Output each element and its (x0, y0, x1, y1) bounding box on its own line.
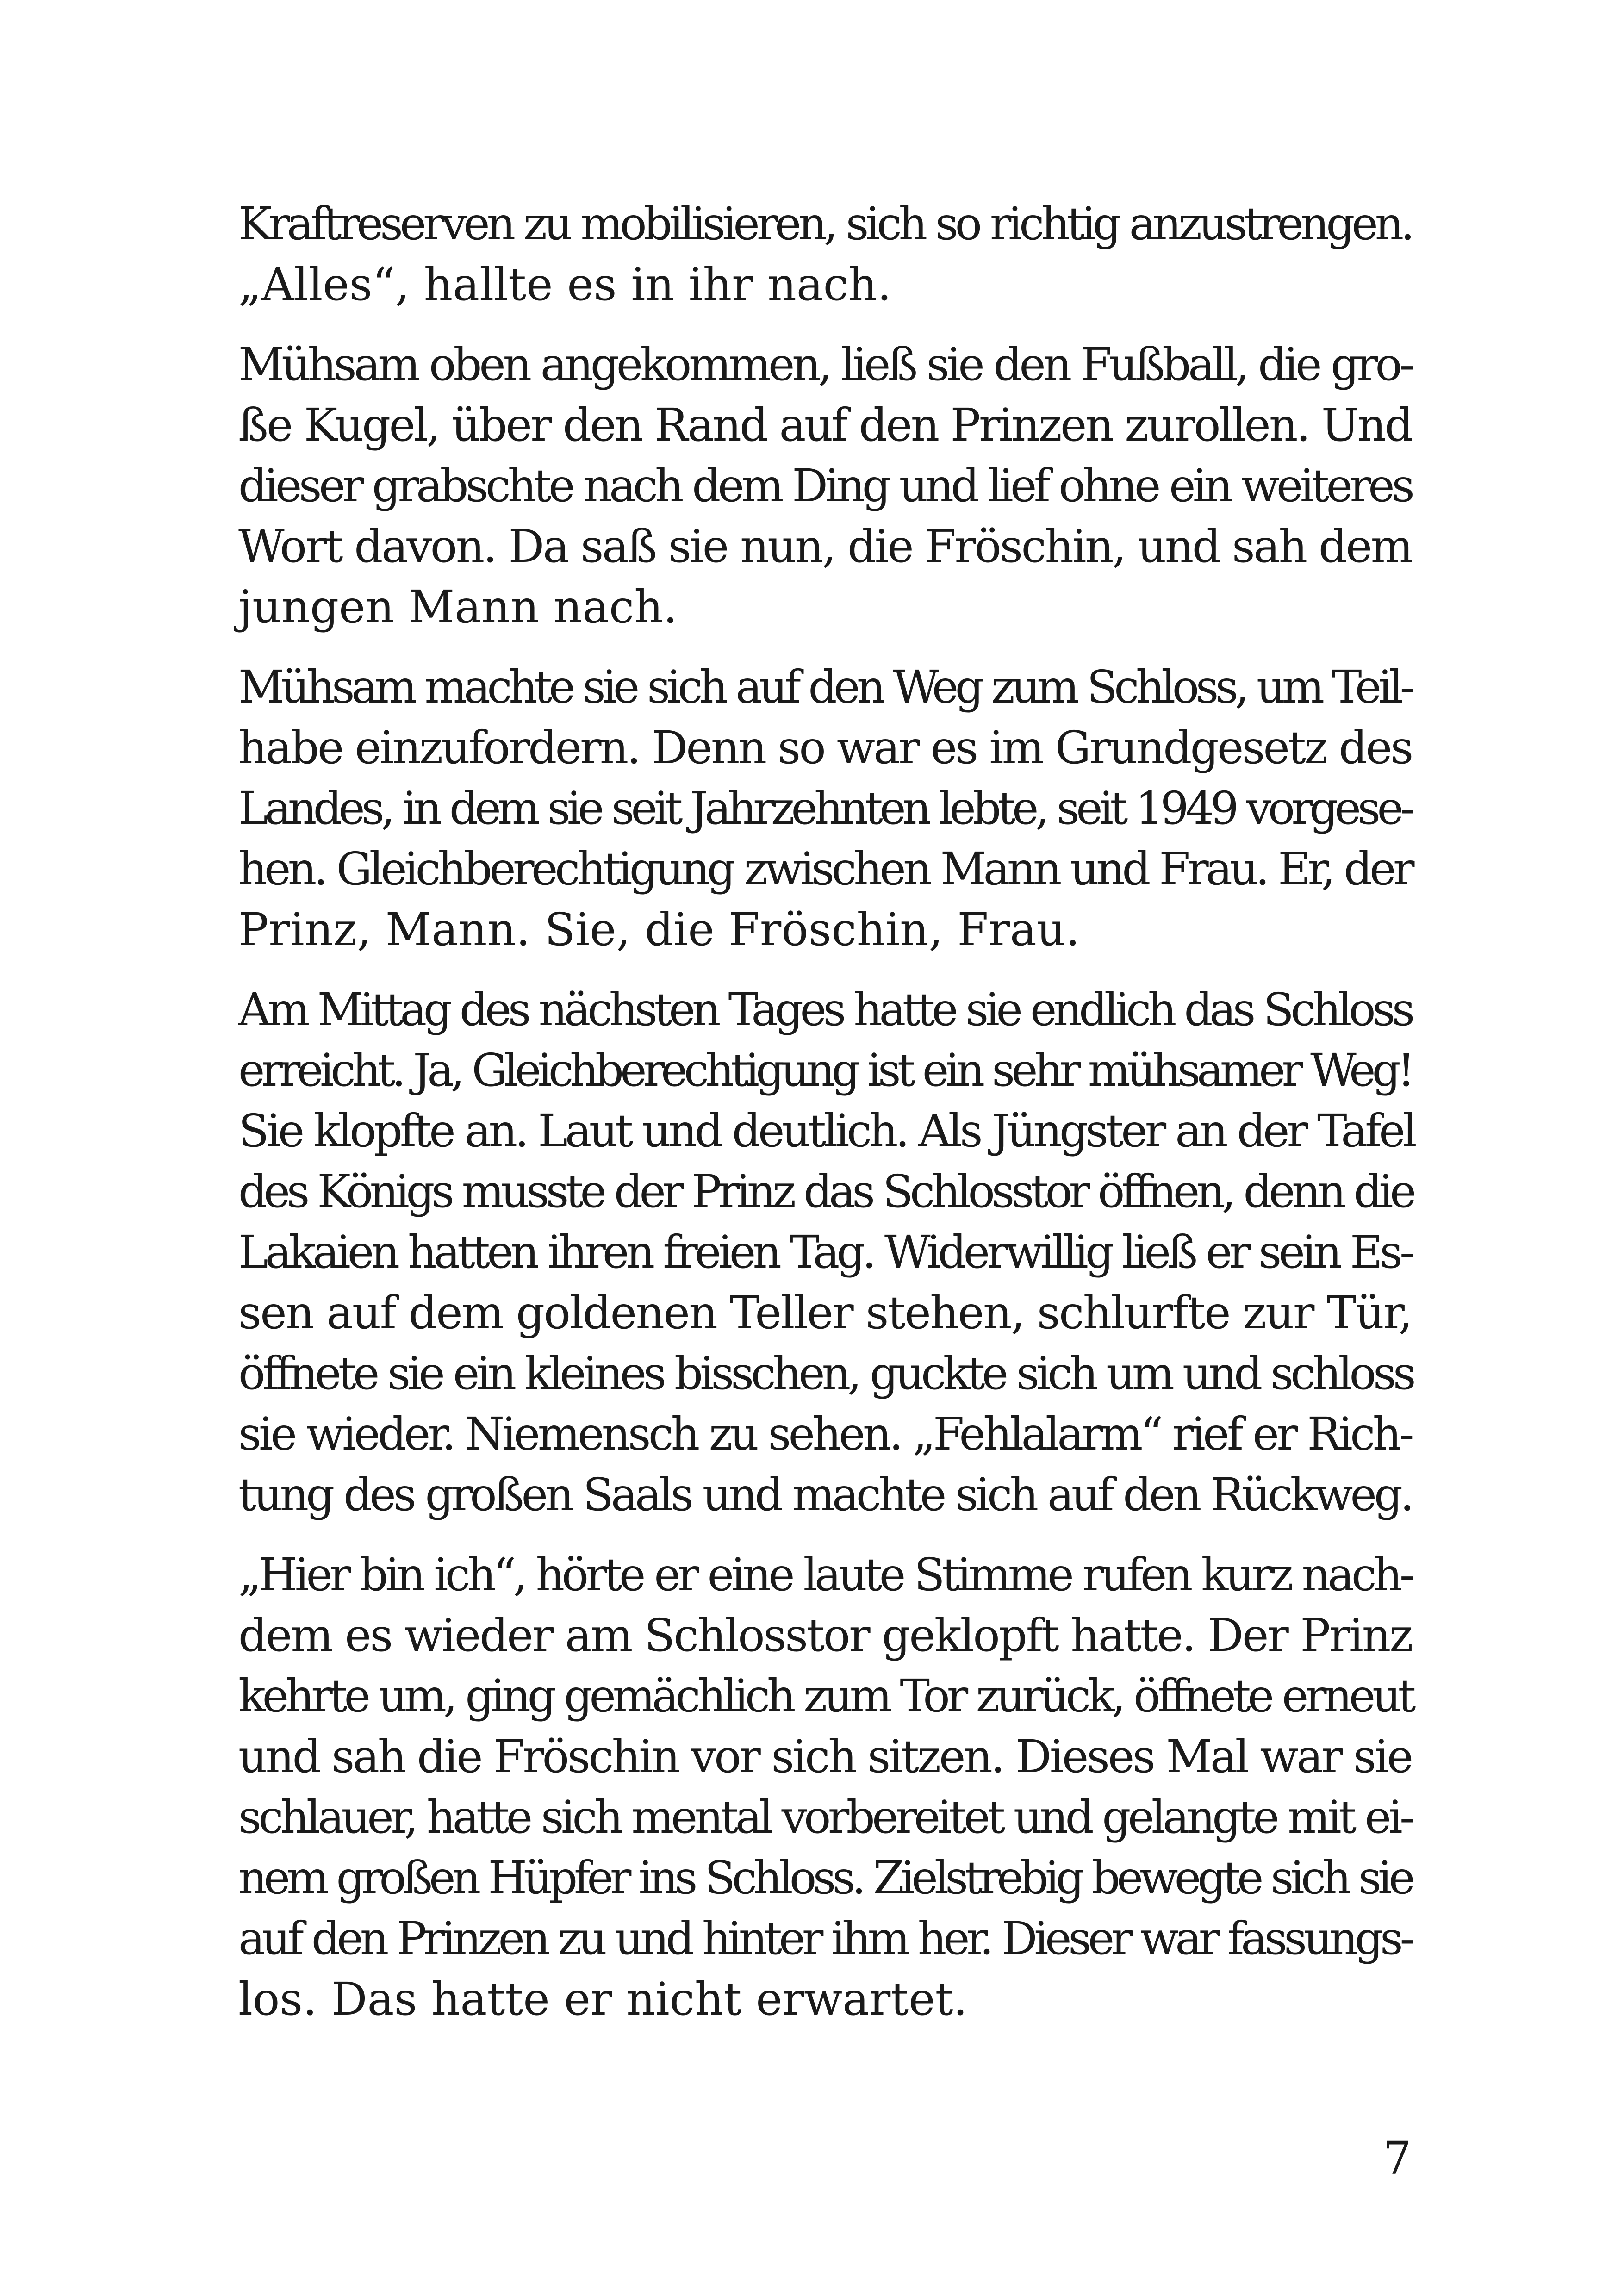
text-line: Lakaien hatten ihren freien Tag. Widerwillig ließ er sein Es- (238, 1226, 1412, 1278)
text-line: ße Kugel, über den Rand auf den Prinzen zurollen. Und (238, 399, 1412, 451)
text-line: jungen Mann nach. (238, 581, 678, 633)
text-line: Wort davon. Da saß sie nun, die Fröschin, und sah dem (238, 520, 1412, 572)
text-line: dieser grabschte nach dem Ding und lief ohne ein weiteres (238, 460, 1412, 512)
text-line: und sah die Fröschin vor sich sitzen. Dieses Mal war sie (238, 1730, 1412, 1783)
text-line: kehrte um, ging gemächlich zum Tor zurück, öffnete erneut (238, 1670, 1413, 1722)
text-line: nem großen Hüpfer ins Schloss. Zielstrebig bewegte sich sie (238, 1852, 1412, 1904)
text-line: tung des großen Saals und machte sich auf den Rückweg. (238, 1468, 1412, 1521)
text-line: Mühsam oben angekommen, ließ sie den Fußball, die gro- (238, 338, 1412, 391)
text-line: schlauer, hatte sich mental vorbereitet und gelangte mit ei- (238, 1791, 1412, 1843)
text-line: Prinz, Mann. Sie, die Fröschin, Frau. (238, 903, 1080, 956)
text-line: des Königs musste der Prinz das Schlosstor öffnen, denn die (238, 1165, 1413, 1218)
page-number: 7 (1383, 2132, 1412, 2184)
text-line: sie wieder. Niemensch zu sehen. „Fehlalarm“ rief er Rich- (238, 1408, 1412, 1460)
text-line: „Alles“, hallte es in ihr nach. (238, 258, 892, 311)
paragraph (238, 979, 1412, 1525)
text-line: Mühsam machte sie sich auf den Weg zum Schloss, um Teil- (238, 661, 1412, 713)
paragraph (238, 334, 1412, 637)
text-line: hen. Gleichberechtigung zwischen Mann und Frau. Er, der (238, 843, 1412, 895)
text-line: los. Das hatte er nicht erwartet. (238, 1973, 968, 2025)
text-line: erreicht. Ja, Gleichberechtigung ist ein sehr mühsamer Weg! (238, 1044, 1412, 1096)
text-line: Am Mittag des nächsten Tages hatte sie endlich das Schloss (238, 983, 1412, 1036)
text-line: Kraftreserven zu mobilisieren, sich so richtig anzustrengen. (238, 198, 1412, 250)
paragraph (238, 657, 1412, 960)
paragraph (238, 193, 1412, 315)
text-line: auf den Prinzen zu und hinter ihm her. Dieser war fassungs- (238, 1912, 1412, 1965)
paragraph (238, 1544, 1412, 2029)
text-line: sen auf dem goldenen Teller stehen, schlurfte zur Tür, (238, 1287, 1412, 1339)
body-text (238, 193, 1412, 2049)
text-line: Landes, in dem sie seit Jahrzehnten lebte, seit 1949 vorgese- (238, 782, 1412, 834)
text-line: dem es wieder am Schlosstor geklopft hatte. Der Prinz (238, 1609, 1412, 1661)
text-line: öffnete sie ein kleines bisschen, guckte sich um und schloss (238, 1347, 1413, 1400)
text-line: Sie klopfte an. Laut und deutlich. Als Jüngster an der Tafel (238, 1105, 1414, 1157)
text-line: „Hier bin ich“, hörte er eine laute Stimme rufen kurz nach- (238, 1549, 1412, 1601)
text-line: habe einzufordern. Denn so war es im Grundgesetz des (238, 722, 1412, 774)
